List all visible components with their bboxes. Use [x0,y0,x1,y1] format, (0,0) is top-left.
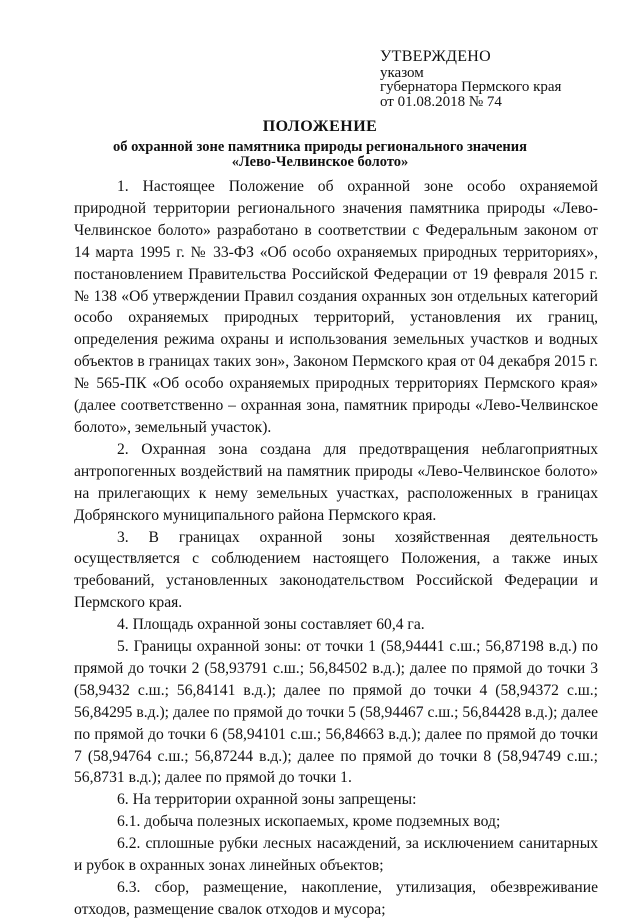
approval-stamp [380,50,620,109]
document-title: ПОЛОЖЕНИЕ [262,118,378,135]
approval-title: УТВЕРЖДЕНО [380,48,492,65]
paragraph-4: 4. Площадь охранной зоны составляет 60,4 га. [117,616,425,634]
paragraph-3: 3. В границах охранной зоны хозяйственная деятельность осуществляется с соблюдением настоящего Положения, а также иных требований, установленных законодательством Российской Федерации и Пермского края. [74,528,598,612]
document-subtitle-line-1: об охранной зоне памятника природы регионального значения [113,139,527,155]
document-body [74,176,598,921]
paragraph-2: 2. Охранная зона создана для предотвращения неблагоприятных антропогенных воздействий на памятник природы «Лево-Челвинское болото» на прилегающих к нему земельных участках, расположенных в границах Добрянского муниципального района Пермского края. [74,440,598,524]
paragraph-6-1: 6.1. добыча полезных ископаемых, кроме подземных вод; [117,813,501,831]
paragraph-5: 5. Границы охранной зоны: от точки 1 (58,94441 с.ш.; 56,87198 в.д.) по прямой до точки 2 (58,93791 с.ш.; 56,84502 в.д.); далее по прямой до точки 3 (58,9432 с.ш.; 56,84141 в.д.); далее по прямой до точки 4 (58,94372 с.ш.; 56,84295 в.д.); далее по прямой до точки 5 (58,94467 с.ш.; 56,84428 в.д.); далее по прямой до точки 6 (58,94101 с.ш.; 56,84663 в.д.); далее по прямой до точки 7 (58,94764 с.ш.; 56,87244 в.д.); далее по прямой до точки 8 (58,94749 с.ш.; 56,8731 в.д.); далее по прямой до точки 1. [74,638,598,787]
paragraph-6: 6. На территории охранной зоны запрещены: [117,791,417,809]
approval-line-decree: указом [380,64,424,81]
paragraph-6-3: 6.3. сбор, размещение, накопление, утилизация, обезвреживание отходов, размещение свалок отходов и мусора; [74,879,598,918]
document-subtitle [60,140,580,169]
document-subtitle-line-2: «Лево-Челвинское болото» [231,153,409,170]
paragraph-6-2: 6.2. сплошные рубки лесных насаждений, за исключением санитарных и рубок в охранных зонах линейных объектов; [74,835,598,875]
approval-line-governor: губернатора Пермского края [380,79,562,95]
paragraph-1: 1. Настоящее Положение об охранной зоне особо охраняемой природной территории регионального значения памятника природы «Лево-Челвинское болото» разработано в соответствии с Федеральным законом от 14 марта 1995 г. № 33-ФЗ «Об особо охраняемых природных территориях», постановлением Правительства Российской Федерации от 19 февраля 2015 г. № 138 «Об утверждении Правил создания охранных зон отдельных категорий особо охраняемых природных территорий, установления их границ, определения режима охраны и использования земельных участков и водных объектов в границах таких зон», Законом Пермского края от 04 декабря 2015 г. № 565-ПК «Об особо охраняемых природных территориях Пермского края» (далее соответственно – охранная зона, памятник природы «Лево-Челвинское болото», земельный участок). [74,178,598,436]
approval-line-date: от 01.08.2018 № 74 [380,93,502,110]
